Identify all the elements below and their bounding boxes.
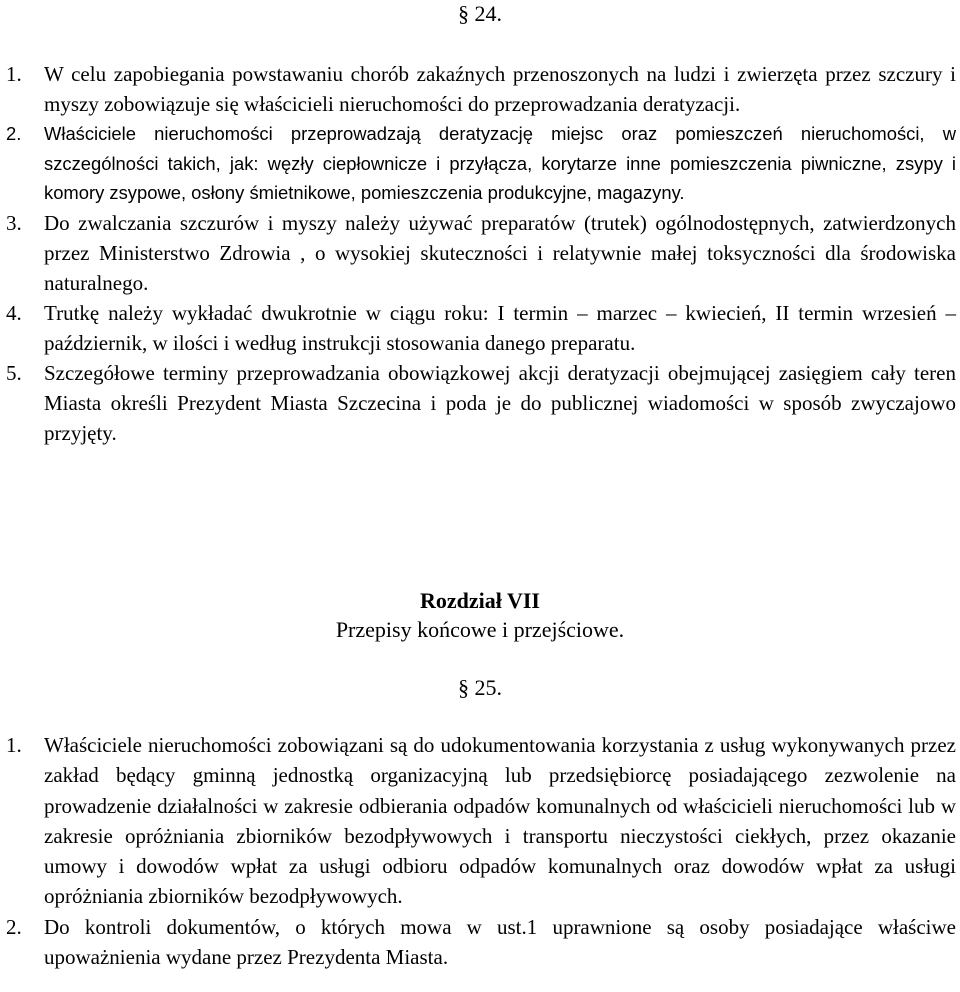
list-item — [6, 119, 956, 208]
item-text: Do zwalczania szczurów i myszy należy używać preparatów (trutek) ogólnodostępnych, zatwierdzonych przez Ministerstwo Zdrowia , o wysokiej skuteczności i relatywnie małej toksyczności dla środowiska naturalnego. — [44, 210, 956, 295]
item-text: Właściciele nieruchomości zobowiązani są do udokumentowania korzystania z usług wykonywanych przez zakład będący gminną jednostką organizacyjną lub przedsiębiorcę posiadającego zezwolenie na prowadzenie działalności w zakresie odbierania odpadów komunalnych od właścicieli nieruchomości lub w zakresie opróżniania zbiorników bezodpływowych i transportu nieczystości ciekłych, przez okazanie umowy i dowodów wpłat za usługi odbioru odpadów komunalnych oraz dowodów wpłat za usługi opróżniania zbiorników bezodpływowych. — [44, 733, 956, 909]
list-item — [6, 730, 956, 912]
item-number: 1. — [6, 62, 22, 86]
list-item — [6, 912, 956, 973]
chapter-subtitle: Przepisy końcowe i przejściowe. — [335, 617, 625, 642]
section-25-list — [6, 730, 956, 972]
section-25-heading: § 25. — [458, 675, 502, 700]
list-item — [6, 59, 956, 119]
item-text: Szczegółowe terminy przeprowadzania obowiązkowej akcji deratyzacji obejmującej zasięgiem cały teren Miasta określi Prezydent Miasta Szczecina i poda je do publicznej wiadomości w sposób zwyczajowo przyjęty. — [44, 360, 956, 445]
item-text: Właściciele nieruchomości przeprowadzają deratyzację miejsc oraz pomieszczeń nieruchomości, w szczególności takich, jak: węzły ciepłownicze i przyłącza, korytarze inne pomieszczenia piwniczne, zsypy i komory zsypowe, osłony śmietnikowe, pomieszczenia produkcyjne, magazyny. — [44, 123, 956, 203]
item-text: Trutkę należy wykładać dwukrotnie w ciągu roku: I termin – marzec – kwiecień, II termin wrzesień – październik, w ilości i według instrukcji stosowania danego preparatu. — [44, 300, 956, 355]
list-item — [6, 358, 956, 448]
item-number: 1. — [6, 733, 22, 757]
item-number: 4. — [6, 300, 22, 325]
item-text: W celu zapobiegania powstawaniu chorób zakaźnych przenoszonych na ludzi i zwierzęta przez szczury i myszy zobowiązuje się właścicieli nieruchomości do przeprowadzania deratyzacji. — [44, 62, 956, 116]
item-number: 5. — [6, 360, 22, 385]
section-24-heading: § 24. — [458, 1, 502, 26]
item-text: Do kontroli dokumentów, o których mowa w ust.1 uprawnione są osoby posiadające właściwe upoważnienia wydane przez Prezydenta Miasta. — [44, 914, 956, 970]
list-item — [6, 298, 956, 358]
item-number: 3. — [6, 210, 22, 235]
section-24-list — [6, 59, 956, 448]
item-number: 2. — [6, 914, 22, 939]
list-item — [6, 208, 956, 298]
item-number: 2. — [6, 123, 22, 144]
chapter-title: Rozdział VII — [420, 588, 540, 613]
